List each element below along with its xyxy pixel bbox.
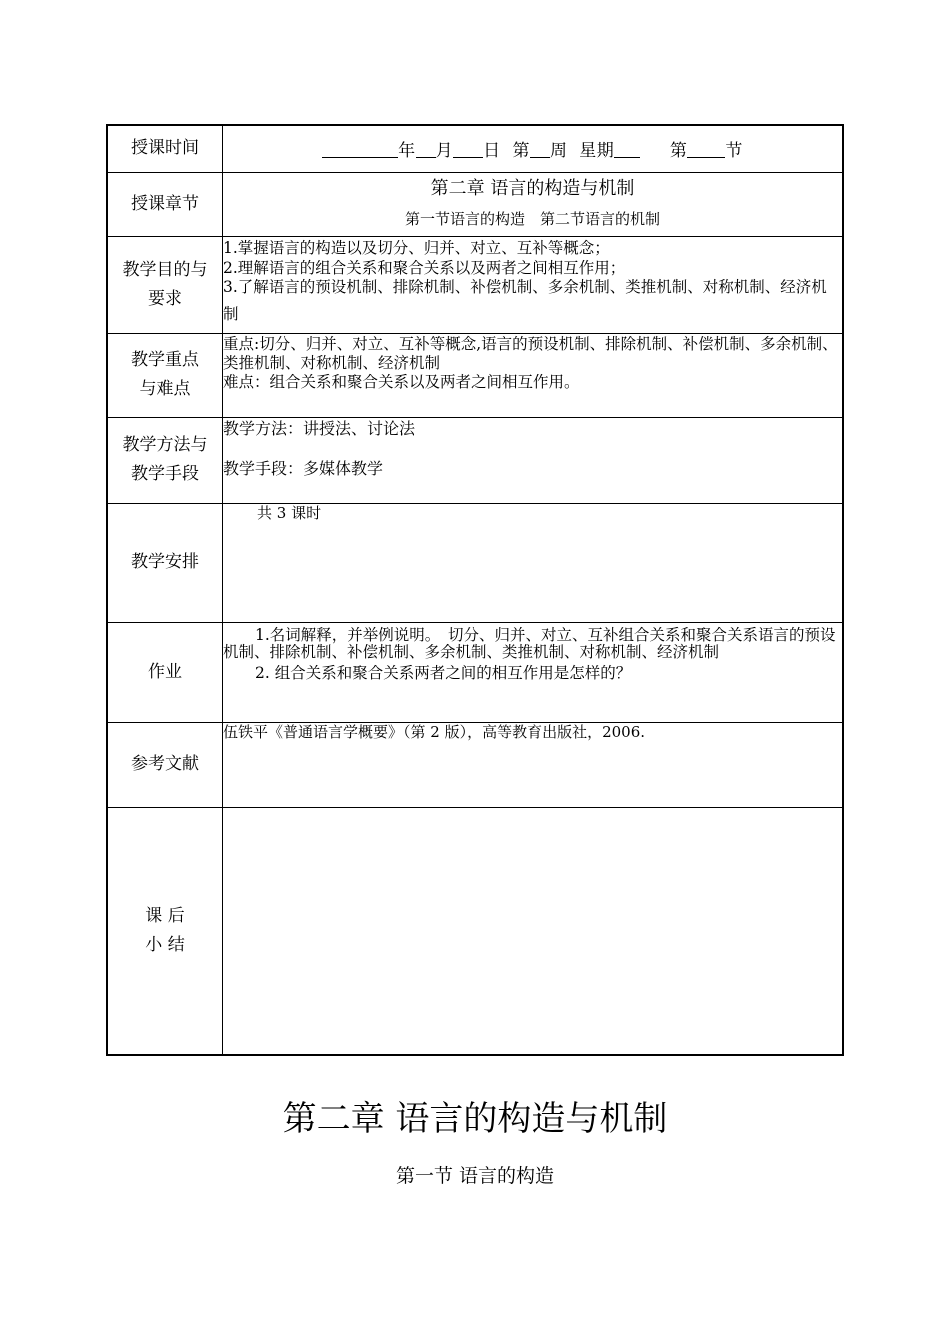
summary-cell[interactable] (223, 807, 844, 1055)
label-methods-line1: 教学方法与 (122, 435, 208, 455)
row-time (107, 125, 843, 172)
date-fields (223, 125, 844, 172)
day-blank[interactable] (453, 140, 483, 158)
period-blank[interactable] (687, 140, 725, 158)
label-homework: 作业 (107, 622, 223, 722)
year-blank[interactable] (322, 140, 398, 158)
label-objectives (107, 236, 223, 333)
weekday-blank[interactable] (614, 140, 640, 158)
objective-2: 2.理解语言的组合关系和聚合关系以及两者之间相互作用； (223, 258, 626, 277)
label-objectives-line2: 要求 (148, 288, 182, 309)
row-references (107, 722, 843, 807)
row-objectives (107, 236, 843, 333)
objective-3: 3.了解语言的预设机制、排除机制、补偿机制、多余机制、类推机制、对称机制、经济机制 (223, 277, 827, 323)
row-key-points (107, 333, 843, 417)
arrangement-text: 共 3 课时 (257, 503, 322, 522)
label-summary (107, 807, 223, 1055)
label-summary-line2: 小 结 (145, 934, 185, 955)
homework-item-2: 2. 组合关系和聚合关系两者之间的相互作用是怎样的？ (255, 663, 632, 682)
methods-cell (223, 417, 844, 503)
chapter-cell (223, 172, 844, 236)
homework-item-1: 1.名词解释，并举例说明。 切分、归并、对立、互补组合关系和聚合关系语言的预设机制、排除机制、补偿机制、多余机制、类推机制、对称机制、经济机制 (223, 625, 836, 661)
label-summary-line1: 课 后 (145, 905, 185, 926)
year-text: 年 (398, 141, 416, 162)
method-text: 教学方法：讲授法、讨论法 (223, 418, 416, 438)
label-methods (107, 417, 223, 503)
homework-cell (223, 622, 844, 722)
objectives-cell (223, 236, 844, 333)
chapter-title: 第二章 语言的构造与机制 (430, 178, 635, 199)
period-prefix: 第 (669, 141, 688, 162)
week-text: 周 (549, 141, 568, 162)
difficult-points-text: 难点：组合关系和聚合关系以及两者之间相互作用。 (223, 372, 580, 391)
label-time: 授课时间 (107, 125, 223, 172)
weekday-text: 星期 (579, 141, 615, 162)
chapter-sections: 第一节语言的构造 第二节语言的机制 (404, 210, 660, 228)
label-chapter: 授课章节 (107, 172, 223, 236)
row-homework (107, 622, 843, 722)
references-text: 伍铁平《普通语言学概要》（第 2 版），高等教育出版社，2006. (223, 722, 646, 741)
page-subheading: 第一节 语言的构造 (395, 1165, 555, 1187)
arrangement-cell (223, 503, 844, 622)
label-references: 参考文献 (107, 722, 223, 807)
week-blank[interactable] (530, 140, 550, 158)
page-heading: 第二章 语言的构造与机制 (282, 1099, 668, 1139)
key-points-text: 重点:切分、归并、对立、互补等概念,语言的预设机制、排除机制、补偿机制、多余机制、类推机制、对称机制、经济机制 (223, 334, 838, 372)
key-points-cell (223, 333, 844, 417)
row-summary (107, 807, 843, 1055)
week-prefix: 第 (512, 141, 530, 162)
means-text: 教学手段：多媒体教学 (223, 458, 384, 478)
row-methods (107, 417, 843, 503)
references-cell (223, 722, 844, 807)
row-chapter (107, 172, 843, 236)
lesson-plan-table (106, 124, 844, 1056)
label-key-points (107, 333, 223, 417)
month-blank[interactable] (416, 140, 436, 158)
objective-1: 1.掌握语言的构造以及切分、归并、对立、互补等概念； (223, 238, 610, 257)
month-text: 月 (435, 141, 454, 162)
label-arrangement: 教学安排 (107, 503, 223, 622)
day-text: 日 (483, 141, 501, 162)
row-arrangement (107, 503, 843, 622)
label-key-points-line1: 教学重点 (131, 350, 199, 370)
label-methods-line2: 教学手段 (131, 464, 199, 484)
label-objectives-line1: 教学目的与 (122, 259, 208, 280)
label-key-points-line2: 与难点 (139, 379, 191, 399)
period-text: 节 (725, 141, 743, 162)
